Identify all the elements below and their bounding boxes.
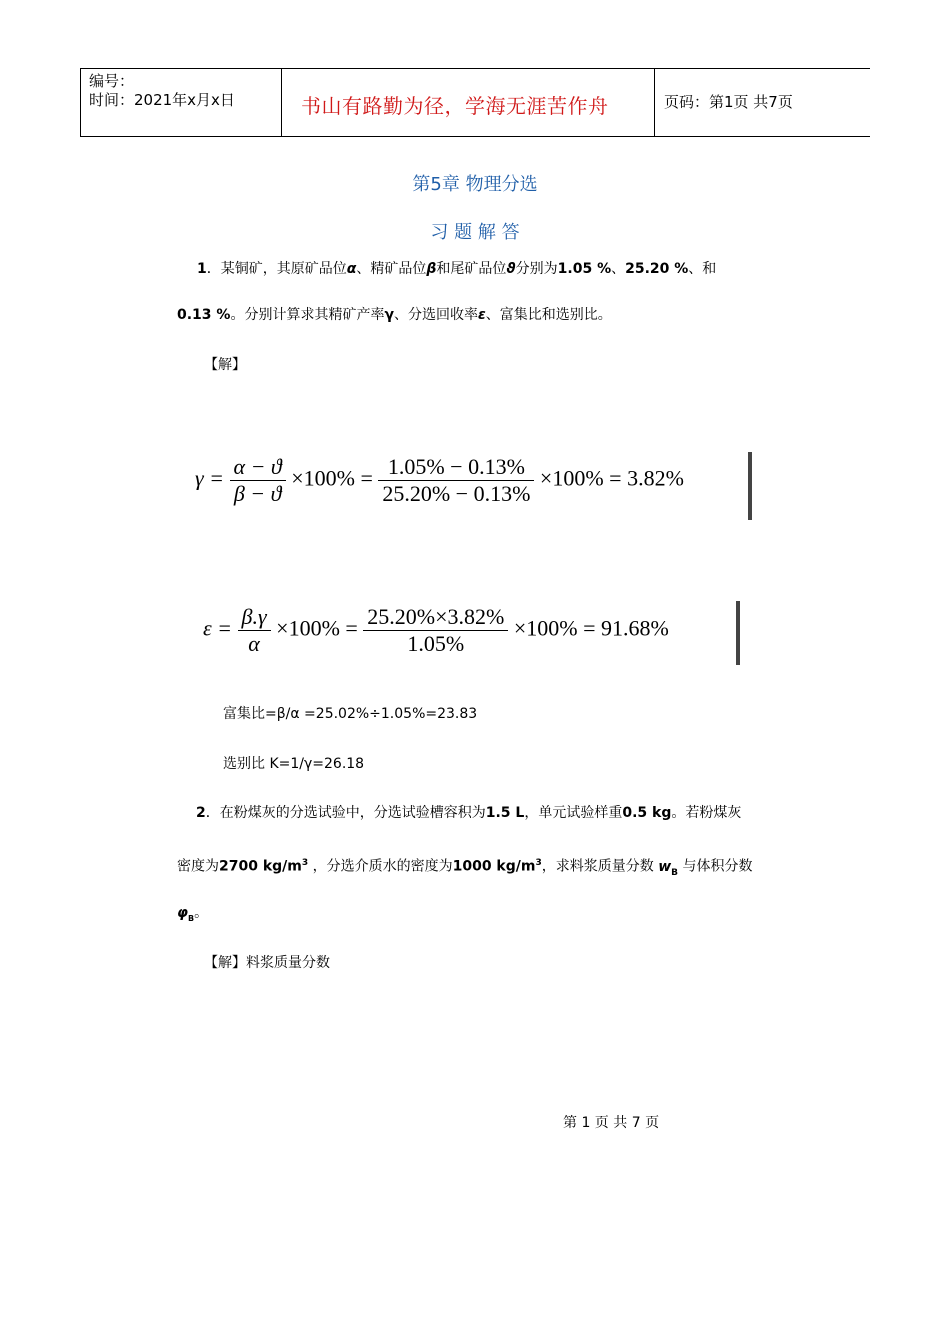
- number-label: 编号：: [89, 72, 135, 90]
- selectivity-ratio: 选别比 K=1/γ=26.18: [223, 756, 365, 772]
- q2-solution: 【解】料浆质量分数: [204, 955, 330, 971]
- header-table: [80, 68, 870, 137]
- page-code: 页码：第1页 共7页: [664, 93, 793, 111]
- fraction: $\frac{\beta.\gamma}{\alpha}$: [238, 604, 271, 657]
- section-title: 习 题 解 答: [430, 222, 520, 243]
- fraction: $\frac{\alpha - ϑ}{\beta - ϑ}$: [230, 454, 286, 507]
- header-middle-cell: [281, 69, 655, 136]
- q2-line3: $\varphi_B$。: [177, 905, 209, 923]
- q1-solution-label: 【解】: [204, 357, 246, 373]
- motto: 书山有路勤为径，学海无涯苦作舟: [301, 94, 609, 118]
- chapter-title: 第5章 物理分选: [412, 174, 538, 195]
- time-label: 时间：2021年x月x日: [89, 91, 235, 109]
- fraction: $\frac{1.05\% - 0.13\%}{25.20\% - 0.13\%}$: [378, 454, 534, 507]
- formula-recovery: ε = $\frac{\beta.\gamma}{\alpha}$ ×100% = $\frac{25.20\%\times 3.82\%}{1.05\%}$ ×100% = 91.68%: [203, 604, 669, 656]
- q2-line2: 密度为2700 $kg/m^3$ ，分选介质水的密度为1000 $kg/m^3$，求料浆质量分数 $w_B$ 与体积分数: [177, 858, 753, 878]
- formula-edge-bar: [748, 452, 752, 520]
- formula-edge-bar: [736, 601, 740, 665]
- enrichment-ratio: 富集比=β/α =25.02%÷1.05%=23.83: [223, 706, 478, 722]
- q1-number: 1: [197, 261, 207, 277]
- header-right-cell: [655, 69, 870, 136]
- q2-line1: 2．在粉煤灰的分选试验中，分选试验槽容积为1.5 L，单元试验样重0.5 kg。若粉煤灰: [196, 805, 742, 821]
- q1-line1: 1．某铜矿，其原矿品位α、精矿品位β和尾矿品位ϑ分别为1.05 %、25.20 %、和: [197, 261, 717, 277]
- q2-number: 2: [196, 805, 206, 821]
- q1-line2: 0.13 %。分别计算求其精矿产率γ、分选回收率ε、富集比和选别比。: [177, 307, 612, 323]
- header-left-cell: [80, 69, 282, 136]
- formula-yield: γ = $\frac{\alpha - ϑ}{\beta - ϑ}$ ×100% = $\frac{1.05\% - 0.13\%}{25.20\% - 0.13\%}$ ×100% = 3.82%: [195, 454, 684, 506]
- page-footer: 第 1 页 共 7 页: [563, 1115, 660, 1131]
- fraction: $\frac{25.20\%\times 3.82\%}{1.05\%}$: [363, 604, 508, 657]
